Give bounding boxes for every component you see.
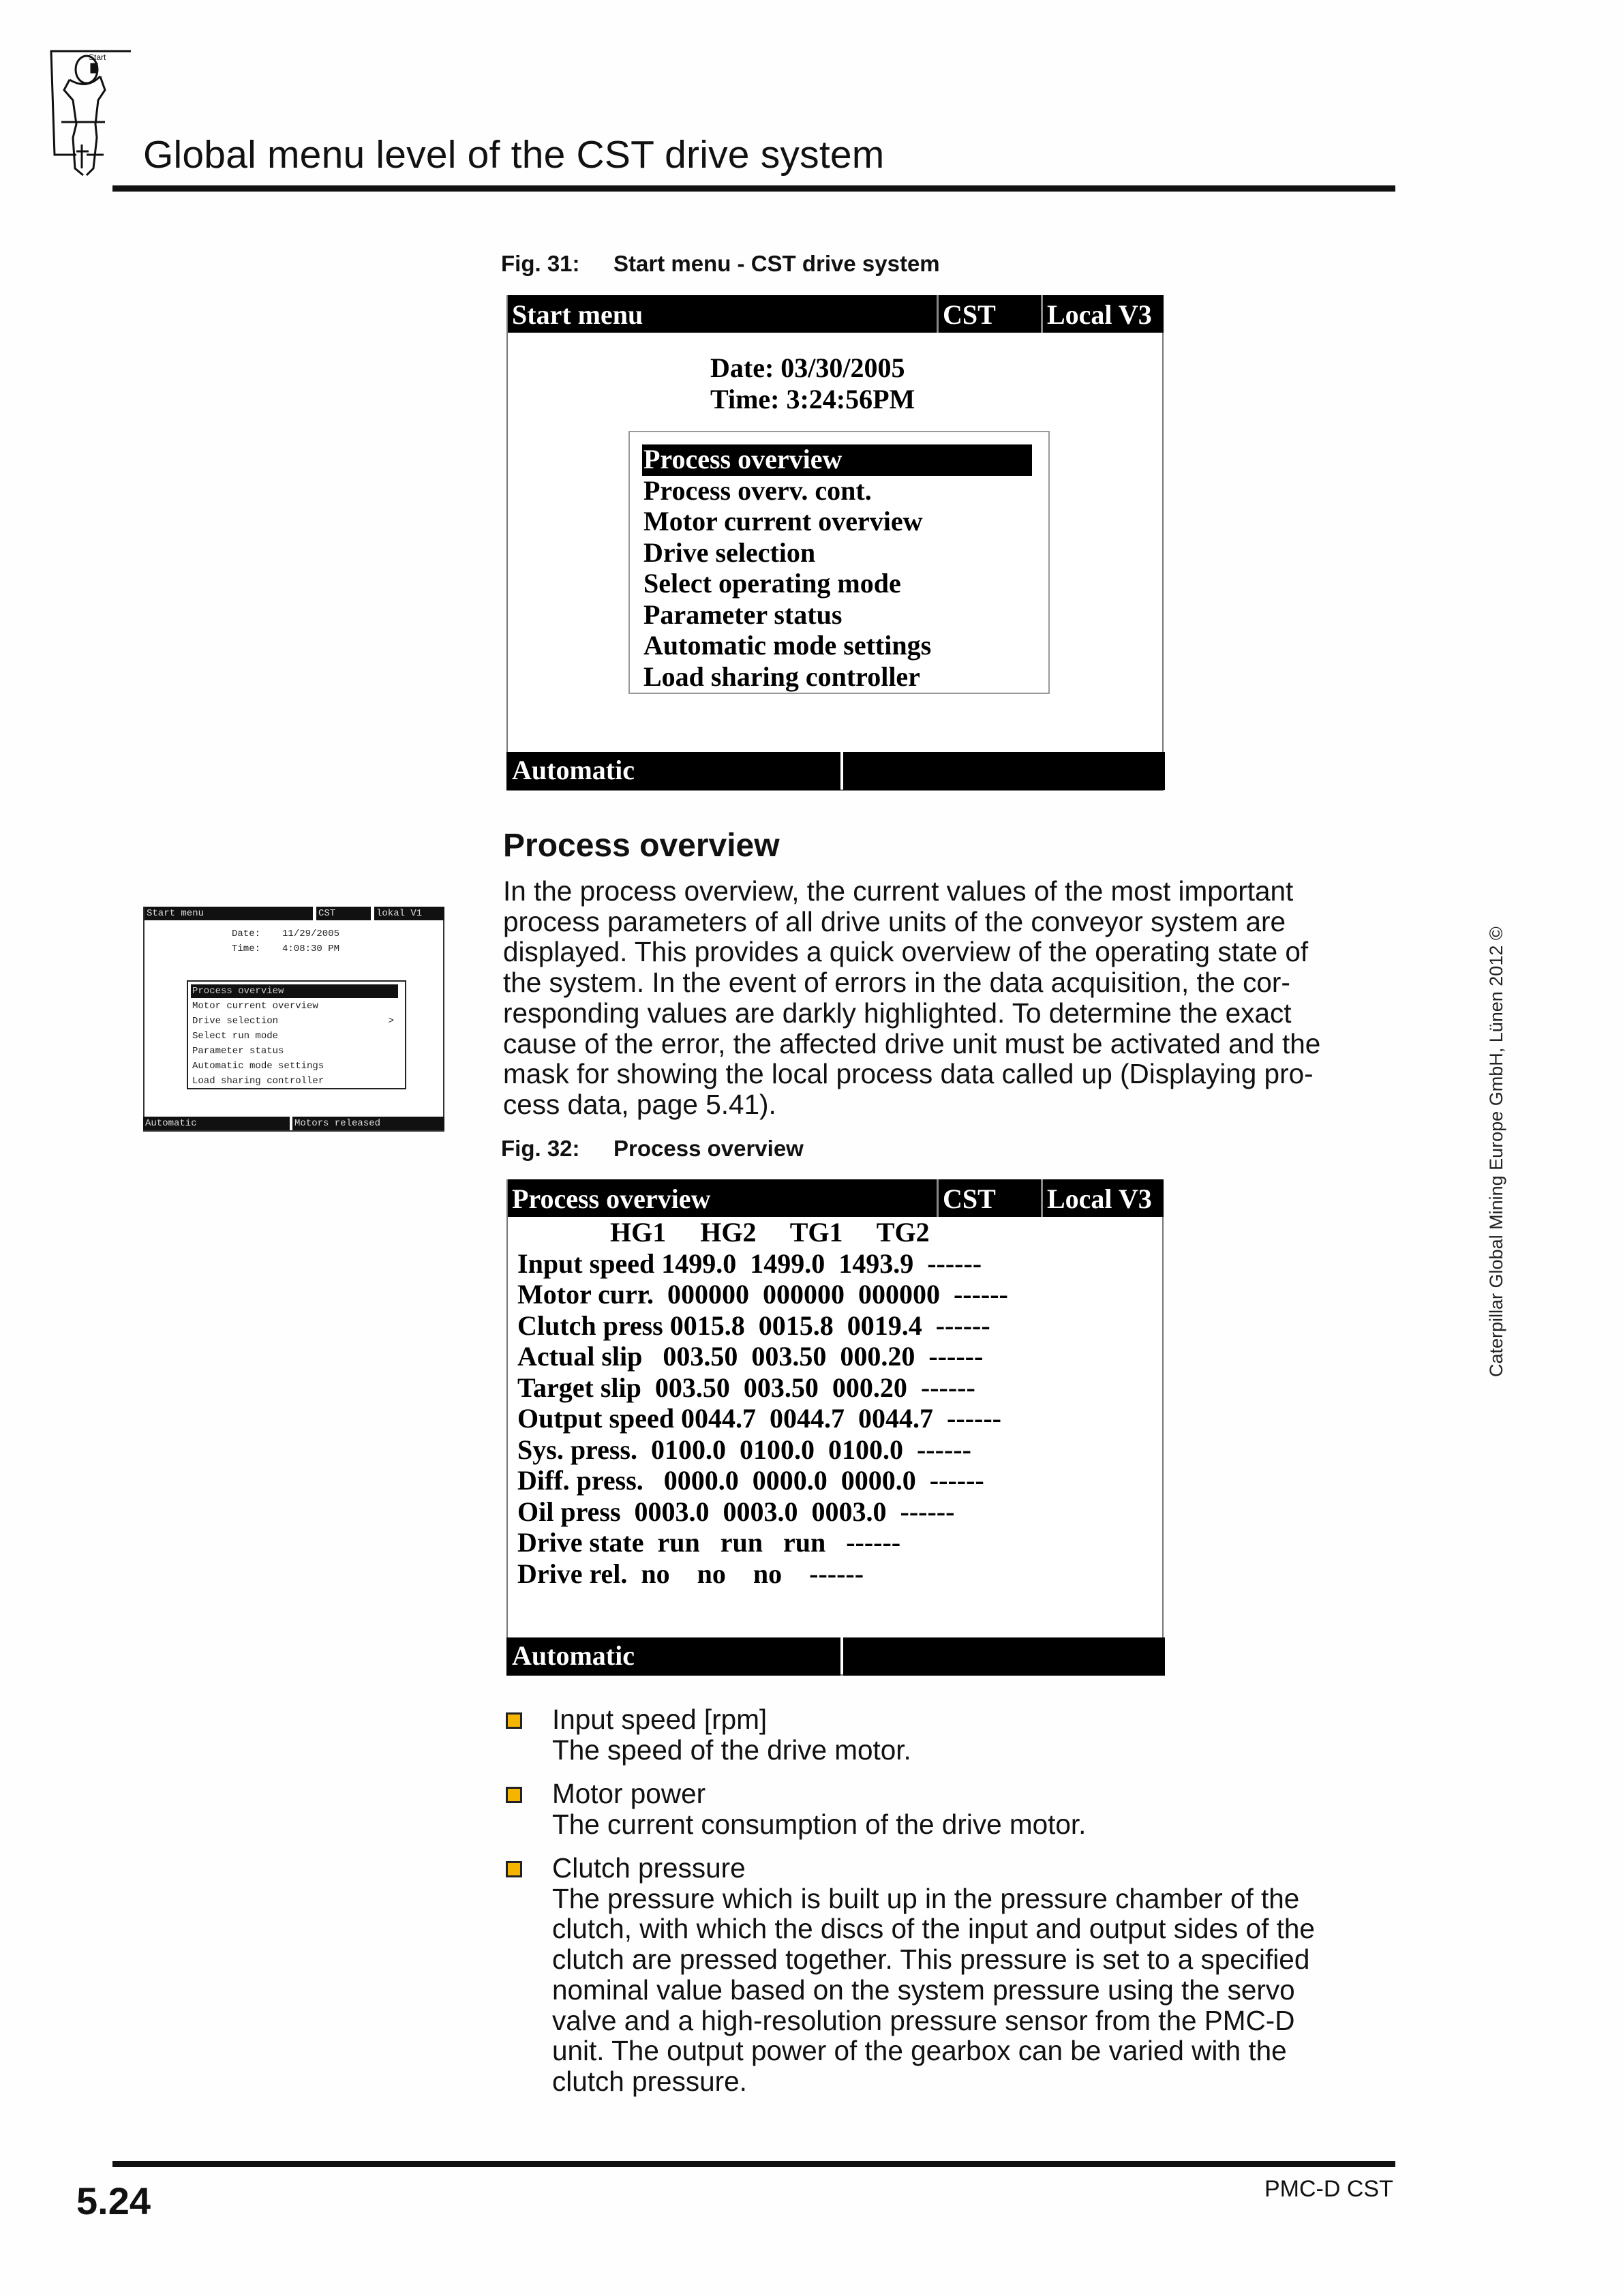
figure-number: Fig. 31: <box>501 251 580 276</box>
status-mode: Automatic <box>506 1637 840 1676</box>
column-headers: HG1 HG2 TG1 TG2 <box>610 1217 930 1248</box>
status-mode: Automatic <box>506 752 840 790</box>
figure-caption-32 <box>501 1136 804 1162</box>
thumb-menu-item[interactable]: Automatic mode settings <box>192 1061 324 1072</box>
start-menu-list <box>628 431 1050 694</box>
menu-item-parameter-status[interactable]: Parameter status <box>643 599 843 630</box>
screen-mode-label: Local V3 <box>1043 295 1164 333</box>
thumb-menu-list <box>187 980 406 1089</box>
table-row: Sys. press. 0100.0 0100.0 0100.0 ------ <box>517 1434 971 1465</box>
title-divider <box>1041 1179 1043 1217</box>
figure-caption-text: Start menu - CST drive system <box>613 251 940 276</box>
thumb-title: Start menu <box>145 907 313 920</box>
thumb-date-value: 11/29/2005 <box>282 928 340 939</box>
table-row: Drive rel. no no no ------ <box>517 1558 864 1589</box>
title-divider <box>937 295 939 333</box>
title-divider <box>1041 295 1043 333</box>
menu-item-select-operating-mode[interactable]: Select operating mode <box>643 568 901 599</box>
process-overview-screen <box>506 1179 1164 1676</box>
table-row: Actual slip 003.50 003.50 000.20 ------ <box>517 1341 984 1372</box>
thumb-status-right: Motors released <box>292 1117 444 1130</box>
thumb-system: CST <box>316 907 371 920</box>
figure-caption-text: Process overview <box>613 1136 804 1161</box>
table-row: Input speed 1499.0 1499.0 1493.9 ------ <box>517 1248 982 1279</box>
thumb-menu-item[interactable]: Drive selection > <box>192 1016 394 1027</box>
header-rule <box>112 185 1395 192</box>
svg-text:Start: Start <box>89 52 106 62</box>
figure-caption-31 <box>501 251 940 277</box>
menu-item-process-overview[interactable]: Process overview <box>642 444 1032 476</box>
menu-item-drive-selection[interactable]: Drive selection <box>643 537 816 568</box>
section-paragraph: In the process overview, the current values of the most important process parameters of all drive units of the conveyor system are displayed. This provides a quick overview of the operating state of the system. In the event of errors in the data acquisition, the cor- responding values are darkly highlighted. To determine the exact cause of the error, the affected drive unit must be activated and the mask for showing the local process data called up (Displaying pro- cess data, page 5.41). <box>503 875 1321 1120</box>
screen-title: Process overview <box>508 1179 937 1217</box>
bullet-item-clutch-pressure: Clutch pressure The pressure which is built up in the pressure chamber of the clutch, with which the discs of the input and output sides of the clutch are pressed together. This pressure is set to a specified nominal value based on the system pressure using the servo valve and a high-resolution pressure sensor from the PMC-D unit. The output power of the gearbox can be varied with the clutch pressure. <box>552 1852 1315 2097</box>
copyright-notice: Caterpillar Global Mining Europe GmbH, Lünen 2012 © <box>1486 926 1506 1377</box>
table-row: Output speed 0044.7 0044.7 0044.7 ------ <box>517 1403 1001 1434</box>
page-title: Global menu level of the CST drive system <box>143 133 885 177</box>
bullet-icon <box>506 1861 522 1877</box>
time-display: Time: 3:24:56PM <box>710 384 915 414</box>
thumb-date-label: Date: <box>232 928 261 939</box>
menu-item-process-overv-cont[interactable]: Process overv. cont. <box>643 475 872 506</box>
section-heading: Process overview <box>503 828 780 864</box>
document-code: PMC-D CST <box>1264 2176 1393 2202</box>
bullet-icon <box>506 1787 522 1803</box>
thumb-status-left: Automatic <box>143 1117 290 1130</box>
screen-system-label: CST <box>939 295 1041 333</box>
thumb-mode: lokal V1 <box>374 907 444 920</box>
screen-system-label: CST <box>939 1179 1041 1217</box>
footer-rule <box>112 2161 1395 2167</box>
date-display: Date: 03/30/2005 <box>710 352 905 383</box>
screen-title: Start menu <box>508 295 937 333</box>
table-row: Drive state run run run ------ <box>517 1527 901 1558</box>
thumb-time-label: Time: <box>232 943 261 954</box>
table-row: Oil press 0003.0 0003.0 0003.0 ------ <box>517 1496 955 1527</box>
status-right <box>843 752 1165 790</box>
thumb-menu-item[interactable]: Parameter status <box>192 1046 284 1057</box>
menu-item-automatic-mode-settings[interactable]: Automatic mode settings <box>643 630 932 661</box>
screen-mode-label: Local V3 <box>1043 1179 1164 1217</box>
status-right <box>843 1637 1165 1676</box>
page-number: 5.24 <box>76 2179 151 2222</box>
start-menu-thumbnail <box>143 907 444 1132</box>
table-row: Target slip 003.50 003.50 000.20 ------ <box>517 1372 975 1403</box>
table-row: Motor curr. 000000 000000 000000 ------ <box>517 1279 1008 1310</box>
menu-item-load-sharing-controller[interactable]: Load sharing controller <box>643 661 920 692</box>
chevron-right-icon: > <box>388 1016 394 1027</box>
bullet-item-input-speed: Input speed [rpm] The speed of the drive motor. <box>552 1704 911 1766</box>
thumb-menu-item[interactable]: Process overview <box>191 984 398 998</box>
start-menu-screen <box>506 295 1164 791</box>
bullet-icon <box>506 1712 522 1729</box>
title-divider <box>937 1179 939 1217</box>
thumb-menu-item[interactable]: Motor current overview <box>192 1001 318 1012</box>
bullet-item-motor-power: Motor power The current consumption of the drive motor. <box>552 1778 1087 1840</box>
table-row: Diff. press. 0000.0 0000.0 0000.0 ------ <box>517 1465 984 1496</box>
menu-item-motor-current-overview[interactable]: Motor current overview <box>643 506 923 537</box>
table-row: Clutch press 0015.8 0015.8 0019.4 ------ <box>517 1310 990 1341</box>
start-button-worker-icon <box>49 49 138 185</box>
figure-number: Fig. 32: <box>501 1136 580 1161</box>
thumb-menu-item[interactable]: Select run mode <box>192 1031 279 1042</box>
thumb-time-value: 4:08:30 PM <box>282 943 340 954</box>
thumb-menu-item[interactable]: Load sharing controller <box>192 1076 324 1087</box>
